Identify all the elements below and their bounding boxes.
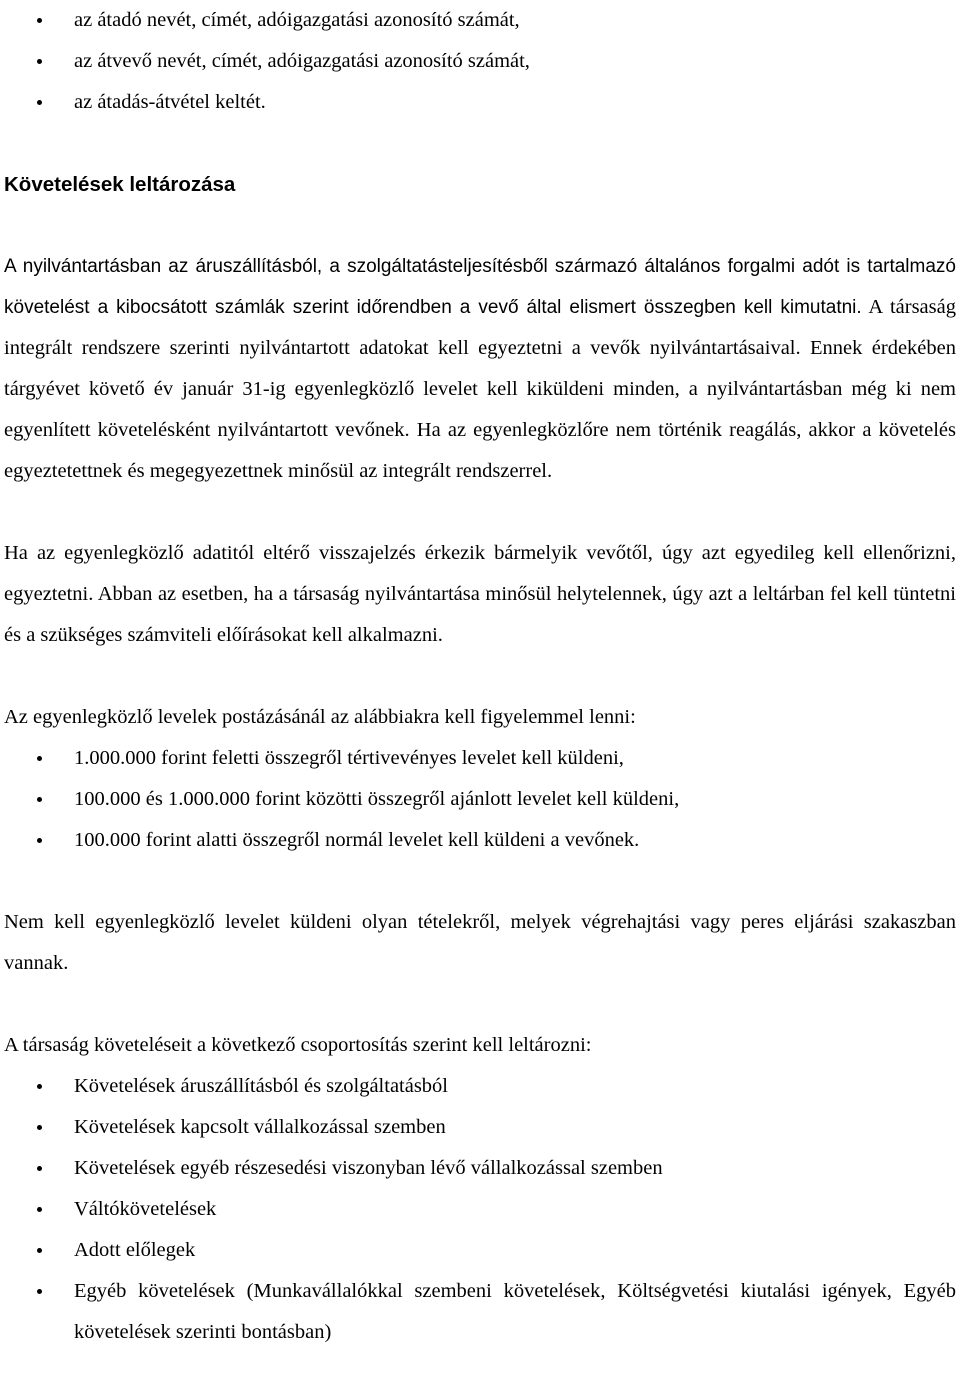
bullet-icon (37, 100, 42, 105)
list-item (4, 1066, 956, 1107)
list-item (4, 41, 956, 82)
list-item (4, 1189, 956, 1230)
section-heading: Követelések leltározása (4, 173, 236, 196)
bullet-icon (37, 59, 42, 64)
list-item (4, 779, 956, 820)
list-item-text: az átadás-átvétel keltét. (74, 91, 266, 113)
paragraph-discrepancy: Ha az egyenlegközlő adatitól eltérő visszajelzés érkezik bármelyik vevőtől, úgy azt egyedileg kell ellenőrizni, egyeztetni. Abban az esetben, ha a társaság nyilvántartása minősül helytelennek, úgy azt a leltárban fel kell tüntetni és a szükséges számviteli előírásokat kell alkalmazni. (4, 542, 956, 646)
bullet-icon (37, 1207, 42, 1212)
list-item (4, 1230, 956, 1271)
list-item-text: Adott előlegek (74, 1239, 196, 1261)
paragraph-no-letter: Nem kell egyenlegközlő levelet küldeni olyan tételekről, melyek végrehajtási vagy peres eljárási szakaszban vannak. (4, 911, 956, 974)
receivable-groups-list (4, 1066, 956, 1353)
list-item-text: Váltókövetelések (74, 1198, 217, 1220)
list-item (4, 1107, 956, 1148)
bullet-icon (37, 1125, 42, 1130)
transfer-details-list (4, 0, 956, 123)
bullet-icon (37, 1289, 42, 1294)
list-item-text: az átvevő nevét, címét, adóigazgatási azonosító számát, (74, 50, 530, 72)
paragraph-mailing-intro: Az egyenlegközlő levelek postázásánál az alábbiakra kell figyelemmel lenni: (4, 706, 636, 728)
bullet-icon (37, 1248, 42, 1253)
bullet-icon (37, 18, 42, 23)
list-item (4, 82, 956, 123)
paragraph-receivables-records (4, 246, 956, 492)
list-item-text: Egyéb követelések (Munkavállalókkal szembeni követelések, Költségvetési kiutalási igények, Egyéb követelések szerinti bontásban) (74, 1280, 956, 1343)
list-item-text: 100.000 forint alatti összegről normál levelet kell küldeni a vevőnek. (74, 829, 640, 851)
bullet-icon (37, 1084, 42, 1089)
bullet-icon (37, 1166, 42, 1171)
list-item-text: Követelések kapcsolt vállalkozással szemben (74, 1116, 446, 1138)
spacer (4, 656, 956, 697)
list-item (4, 0, 956, 41)
paragraph-text-serif: A társaság integrált rendszere szerinti nyilvántartott adatokat kell egyeztetni a vevők nyilvántartásaival. Ennek érdekében tárgyévet követő év január 31-ig egyenlegközlő levelet kell kiküldeni minden, a nyilvántartásban még ki nem egyenlített követelésként nyilvántartott vevőnek. Ha az egyenlegközlőre nem történik reagálás, akkor a követelés egyeztetettnek és megegyezettnek minősül az integrált rendszerrel. (4, 296, 956, 482)
list-item-text: az átadó nevét, címét, adóigazgatási azonosító számát, (74, 9, 520, 31)
bullet-icon (37, 838, 42, 843)
spacer (4, 984, 956, 1025)
list-item-text: 1.000.000 forint feletti összegről tértivevényes levelet kell küldeni, (74, 747, 624, 769)
list-item (4, 1148, 956, 1189)
spacer (4, 861, 956, 902)
paragraph-grouping-intro: A társaság követeléseit a következő csoportosítás szerint kell leltározni: (4, 1034, 592, 1056)
spacer (4, 123, 956, 164)
spacer (4, 205, 956, 246)
list-item (4, 820, 956, 861)
list-item (4, 738, 956, 779)
spacer (4, 492, 956, 533)
paragraph-text-sans: A nyilvántartásban az áruszállításból, a szolgáltatásteljesítésből származó általános forgalmi adót is tartalmazó követelést a kibocsátott számlák szerint időrendben a vevő által elismert összegben kell kimutatni. (4, 256, 956, 318)
bullet-icon (37, 797, 42, 802)
mailing-rules-list (4, 738, 956, 861)
bullet-icon (37, 756, 42, 761)
list-item-text: Követelések egyéb részesedési viszonyban lévő vállalkozással szemben (74, 1157, 663, 1179)
list-item-text: Követelések áruszállításból és szolgáltatásból (74, 1075, 449, 1097)
list-item-text: 100.000 és 1.000.000 forint közötti összegről ajánlott levelet kell küldeni, (74, 788, 680, 810)
list-item (4, 1271, 956, 1353)
